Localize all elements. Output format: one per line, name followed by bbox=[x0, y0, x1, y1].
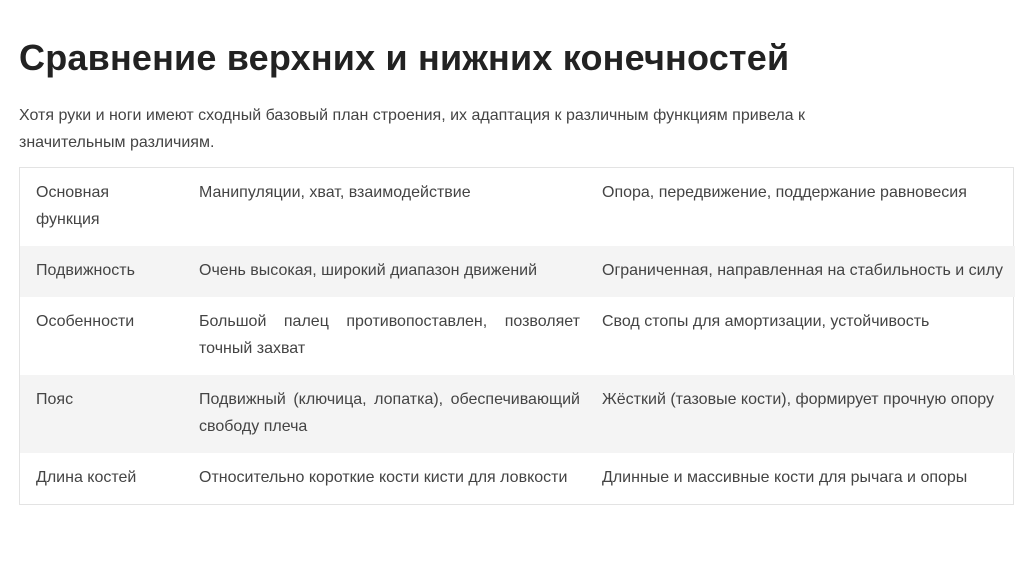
table-row bbox=[20, 246, 1015, 297]
row-label: Подвижность bbox=[20, 246, 182, 297]
upper-limb-cell: Манипуляции, хват, взаимодействие bbox=[199, 184, 471, 201]
row-label: Длина костей bbox=[36, 469, 137, 486]
row-label: Основная функция bbox=[36, 184, 110, 228]
table-row bbox=[20, 168, 1015, 246]
lower-limb-cell: Свод стопы для амортизации, устойчивость bbox=[602, 313, 930, 330]
table-row bbox=[20, 453, 1015, 504]
slide-title: Сравнение верхних и нижних конечностей bbox=[19, 37, 790, 78]
upper-limb-cell: Относительно короткие кости кисти для ловкости bbox=[199, 469, 568, 486]
lower-limb-cell: Длинные и массивные кости для рычага и опоры bbox=[602, 469, 968, 486]
lower-limb-cell: Опора, передвижение, поддержание равновесия bbox=[602, 184, 967, 201]
table-row bbox=[20, 297, 1015, 375]
row-label: Пояс bbox=[20, 375, 182, 453]
lower-limb-cell: Ограниченная, направленная на стабильность и силу bbox=[590, 246, 1015, 297]
upper-limb-cell: Большой палец противопоставлен, позволяет точный захват bbox=[199, 313, 580, 357]
row-label: Особенности bbox=[36, 313, 135, 330]
lower-limb-cell: Жёсткий (тазовые кости), формирует прочную опору bbox=[590, 375, 1015, 453]
upper-limb-cell: Подвижный (ключица, лопатка), обеспечивающий свободу плеча bbox=[182, 375, 590, 453]
upper-limb-cell: Очень высокая, широкий диапазон движений bbox=[182, 246, 590, 297]
slide-intro: Хотя руки и ноги имеют сходный базовый план строения, их адаптация к различным функциям привела к значительным различиям. bbox=[19, 107, 806, 151]
comparison-table bbox=[19, 167, 1014, 505]
table-row bbox=[20, 375, 1015, 453]
